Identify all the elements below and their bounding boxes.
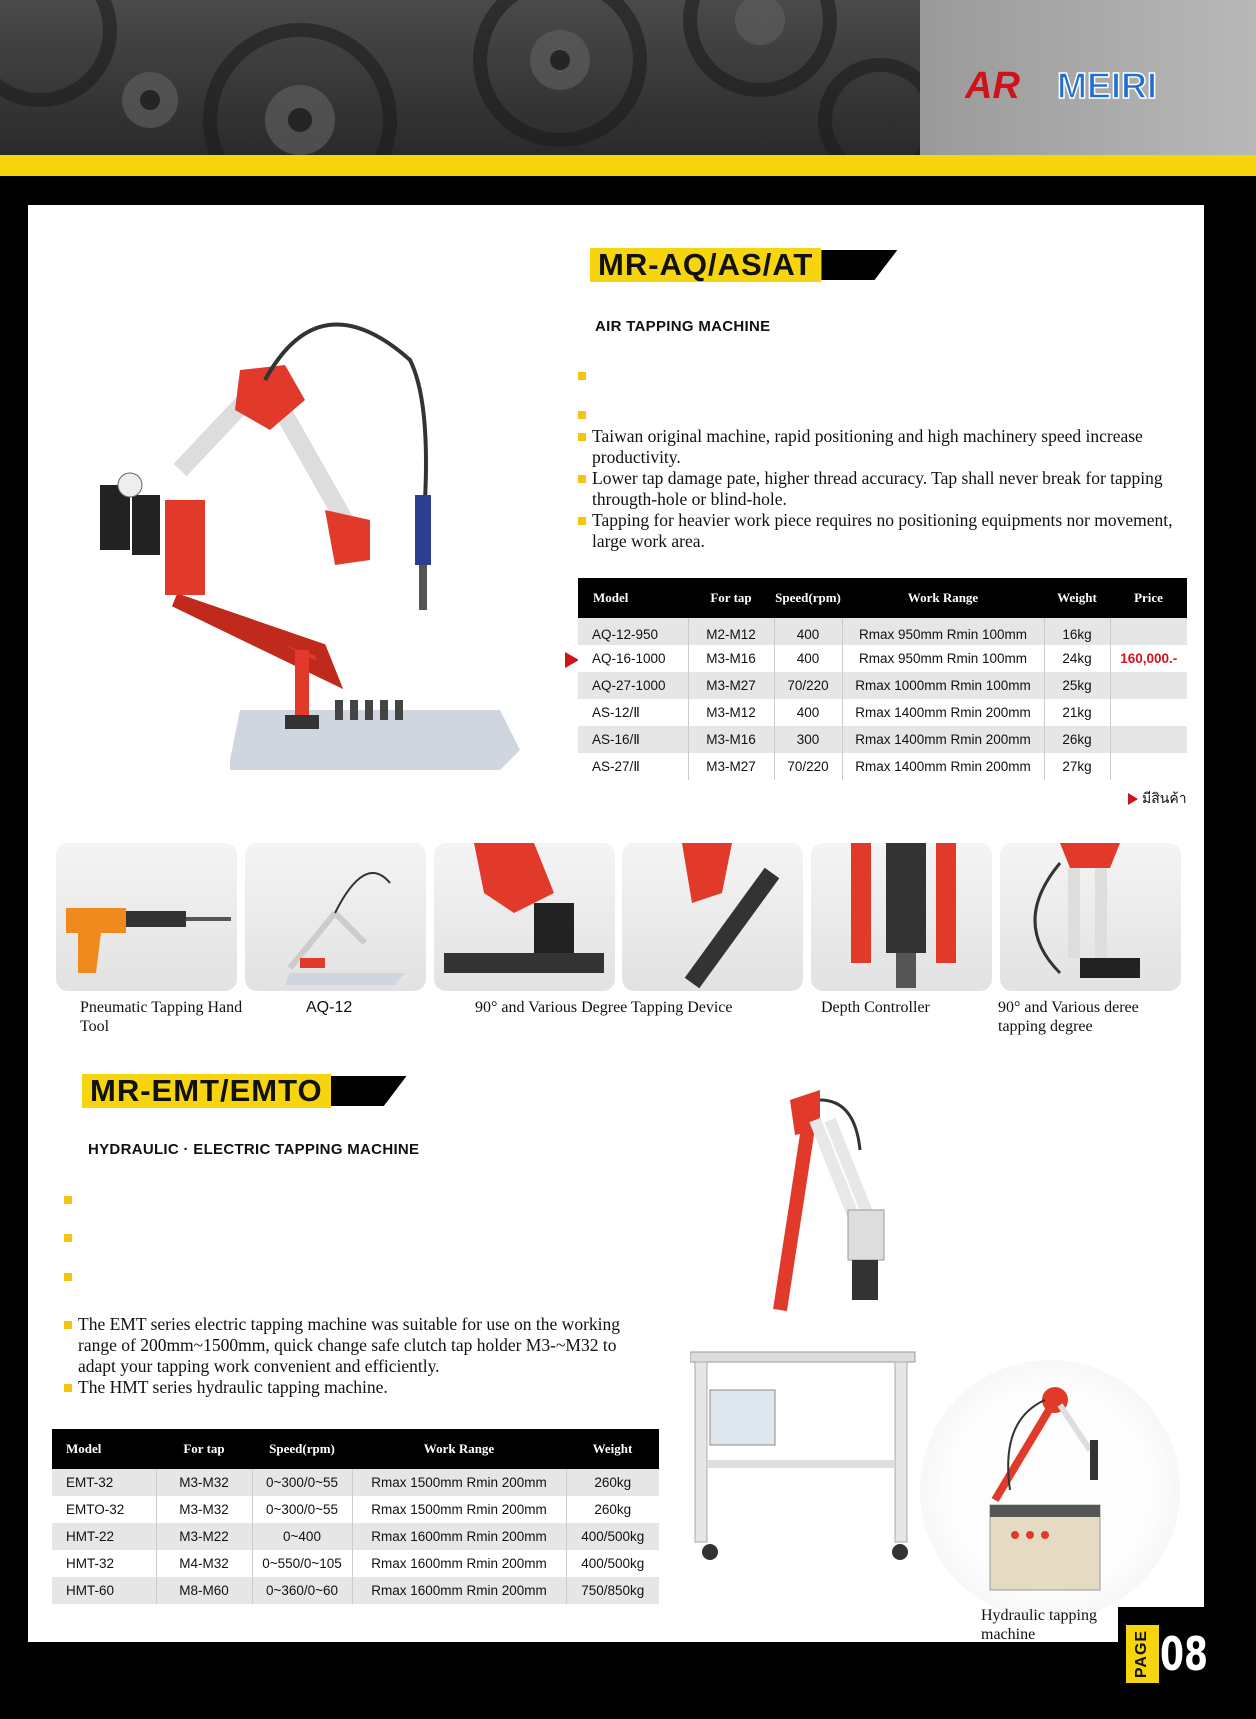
cell-speed: 0~550/0~105 — [252, 1550, 352, 1577]
table-row — [52, 1469, 659, 1496]
cell-weight: 400/500kg — [566, 1523, 659, 1550]
cell-speed: 0~300/0~55 — [252, 1469, 352, 1496]
empty-bullet — [578, 411, 586, 419]
section1-title — [590, 248, 897, 282]
table-row — [578, 699, 1187, 726]
table-header-row — [578, 578, 1187, 618]
header-model: Model — [52, 1429, 156, 1469]
table-row — [578, 618, 1187, 645]
table-row — [52, 1523, 659, 1550]
empty-bullet — [64, 1234, 72, 1242]
table-row — [52, 1496, 659, 1523]
cell-weight: 400/500kg — [566, 1550, 659, 1577]
section2-bullet-list — [64, 1314, 624, 1398]
caption-tapping-device: 90° and Various Degree Tapping Device — [475, 999, 733, 1016]
cell-model: AQ-12-950 — [578, 618, 688, 645]
section2-title-text: MR-EMT/EMTO — [82, 1074, 331, 1108]
cell-price — [1110, 753, 1187, 780]
empty-bullet — [578, 372, 586, 380]
cell-price: 160,000.- — [1110, 645, 1187, 672]
cell-model: AS-16/Ⅱ — [578, 726, 688, 753]
caption-various-degree: 90° and Various deree tapping degree — [998, 999, 1139, 1035]
cell-for-tap: M3-M32 — [156, 1469, 252, 1496]
table-row — [52, 1577, 659, 1604]
header-model: Model — [578, 578, 688, 618]
cell-work-range: Rmax 1600mm Rmin 200mm — [352, 1577, 566, 1604]
cell-work-range: Rmax 1400mm Rmin 200mm — [842, 726, 1044, 753]
header-for-tap: For tap — [156, 1429, 252, 1469]
cell-work-range: Rmax 1600mm Rmin 200mm — [352, 1550, 566, 1577]
cell-speed: 70/220 — [774, 753, 842, 780]
cell-work-range: Rmax 1400mm Rmin 200mm — [842, 753, 1044, 780]
cell-for-tap: M3-M32 — [156, 1496, 252, 1523]
cell-weight: 21kg — [1044, 699, 1110, 726]
table-row — [578, 672, 1187, 699]
caption-hydraulic-machine: Hydraulic tapping machine — [981, 1607, 1097, 1643]
cell-model: AS-27/Ⅱ — [578, 753, 688, 780]
thumbnail-various-degree — [1000, 843, 1181, 991]
hydraulic-machine-image-background — [920, 1360, 1180, 1620]
thumbnail-depth-controller — [811, 843, 992, 991]
gears-background-image — [0, 0, 920, 155]
cell-speed: 400 — [774, 618, 842, 645]
table-row — [578, 753, 1187, 780]
cell-weight: 260kg — [566, 1496, 659, 1523]
svg-text:MEIRI: MEIRI — [1057, 65, 1158, 106]
cell-work-range: Rmax 950mm Rmin 100mm — [842, 618, 1044, 645]
caption-depth-controller: Depth Controller — [821, 999, 930, 1016]
cell-for-tap: M3-M16 — [688, 645, 774, 672]
air-tapping-machine-image — [80, 320, 530, 780]
cell-for-tap: M8-M60 — [156, 1577, 252, 1604]
cell-model: AQ-16-1000 — [578, 645, 688, 672]
table-header-row — [52, 1429, 659, 1469]
yellow-stripe — [0, 155, 1256, 176]
section1-bullet: Lower tap damage pate, higher thread accuracy. Tap shall never break for tapping througth-hole or blind-hole. — [578, 468, 1178, 510]
cell-speed: 300 — [774, 726, 842, 753]
cell-for-tap: M3-M27 — [688, 672, 774, 699]
cell-speed: 70/220 — [774, 672, 842, 699]
cell-model: HMT-60 — [52, 1577, 156, 1604]
cell-for-tap: M3-M27 — [688, 753, 774, 780]
title-slant-block — [331, 1076, 407, 1106]
cell-model: HMT-32 — [52, 1550, 156, 1577]
empty-bullet — [64, 1273, 72, 1281]
section2-subtitle: HYDRAULIC · ELECTRIC TAPPING MACHINE — [88, 1141, 420, 1158]
cell-work-range: Rmax 1500mm Rmin 200mm — [352, 1496, 566, 1523]
page-badge — [1118, 1607, 1209, 1685]
cell-weight: 24kg — [1044, 645, 1110, 672]
cell-price — [1110, 699, 1187, 726]
cell-model: HMT-22 — [52, 1523, 156, 1550]
page-number: 08 — [1160, 1627, 1209, 1681]
cell-speed: 400 — [774, 645, 842, 672]
section2-bullet: The EMT series electric tapping machine was suitable for use on the working range of 200mm~1500mm, quick change safe clutch tap holder M3-~M32 to adapt your tapping work convenient and efficiently. — [64, 1314, 624, 1377]
header-banner — [0, 0, 1256, 155]
cell-work-range: Rmax 1400mm Rmin 200mm — [842, 699, 1044, 726]
cell-model: EMTO-32 — [52, 1496, 156, 1523]
header-work-range: Work Range — [842, 578, 1044, 618]
cell-weight: 26kg — [1044, 726, 1110, 753]
table-row — [52, 1550, 659, 1577]
page-label: PAGE — [1133, 1629, 1151, 1679]
cell-model: AS-12/Ⅱ — [578, 699, 688, 726]
header-weight: Weight — [566, 1429, 659, 1469]
cell-for-tap: M4-M32 — [156, 1550, 252, 1577]
header-price: Price — [1110, 578, 1187, 618]
in-stock-link[interactable] — [1128, 788, 1187, 810]
cell-weight: 260kg — [566, 1469, 659, 1496]
in-stock-label: มีสินค้า — [1142, 790, 1187, 806]
thumbnail-tapping-device-2 — [622, 843, 803, 991]
cell-for-tap: M2-M12 — [688, 618, 774, 645]
cell-model: AQ-27-1000 — [578, 672, 688, 699]
cell-for-tap: M3-M22 — [156, 1523, 252, 1550]
caption-aq-12: AQ-12 — [306, 999, 353, 1016]
caption-pneumatic-hand-tool: Pneumatic Tapping Hand Tool — [80, 999, 243, 1035]
meiri-logo — [965, 62, 1175, 108]
table-row — [578, 726, 1187, 753]
section1-title-text: MR-AQ/AS/AT — [590, 248, 821, 282]
section2-bullet: The HMT series hydraulic tapping machine. — [64, 1377, 624, 1398]
header-speed: Speed(rpm) — [774, 578, 842, 618]
header-speed: Speed(rpm) — [252, 1429, 352, 1469]
selected-row-marker — [565, 652, 579, 668]
svg-text:AR: AR — [965, 65, 1020, 107]
thumbnail-pneumatic-hand-tool — [56, 843, 237, 991]
header-work-range: Work Range — [352, 1429, 566, 1469]
cell-work-range: Rmax 1600mm Rmin 200mm — [352, 1523, 566, 1550]
cell-speed: 0~300/0~55 — [252, 1496, 352, 1523]
cell-price — [1110, 618, 1187, 645]
cell-model: EMT-32 — [52, 1469, 156, 1496]
section1-subtitle: AIR TAPPING MACHINE — [595, 318, 771, 335]
electric-tapping-machine-image — [690, 1090, 920, 1580]
cell-for-tap: M3-M16 — [688, 726, 774, 753]
cell-speed: 0~360/0~60 — [252, 1577, 352, 1604]
header-weight: Weight — [1044, 578, 1110, 618]
page-label-box — [1126, 1625, 1159, 1683]
cell-work-range: Rmax 1000mm Rmin 100mm — [842, 672, 1044, 699]
cell-weight: 750/850kg — [566, 1577, 659, 1604]
electric-tapping-spec-table — [52, 1429, 659, 1604]
section1-bullet-list — [578, 426, 1178, 552]
cell-for-tap: M3-M12 — [688, 699, 774, 726]
thumbnail-aq-12 — [245, 843, 426, 991]
cell-speed: 400 — [774, 699, 842, 726]
cell-weight: 27kg — [1044, 753, 1110, 780]
air-tapping-spec-table — [578, 578, 1187, 780]
cell-weight: 16kg — [1044, 618, 1110, 645]
title-slant-block — [821, 250, 897, 280]
thumbnail-tapping-device-1 — [434, 843, 615, 991]
section1-bullet: Tapping for heavier work piece requires no positioning equipments nor movement, large work area. — [578, 510, 1178, 552]
cell-work-range: Rmax 1500mm Rmin 200mm — [352, 1469, 566, 1496]
cell-weight: 25kg — [1044, 672, 1110, 699]
cell-work-range: Rmax 950mm Rmin 100mm — [842, 645, 1044, 672]
table-row — [578, 645, 1187, 672]
cell-speed: 0~400 — [252, 1523, 352, 1550]
section2-title — [82, 1074, 407, 1108]
header-for-tap: For tap — [688, 578, 774, 618]
cell-price — [1110, 726, 1187, 753]
empty-bullet — [64, 1196, 72, 1204]
play-arrow-icon — [1128, 793, 1138, 805]
cell-price — [1110, 672, 1187, 699]
section1-bullet: Taiwan original machine, rapid positioning and high machinery speed increase productivity. — [578, 426, 1178, 468]
